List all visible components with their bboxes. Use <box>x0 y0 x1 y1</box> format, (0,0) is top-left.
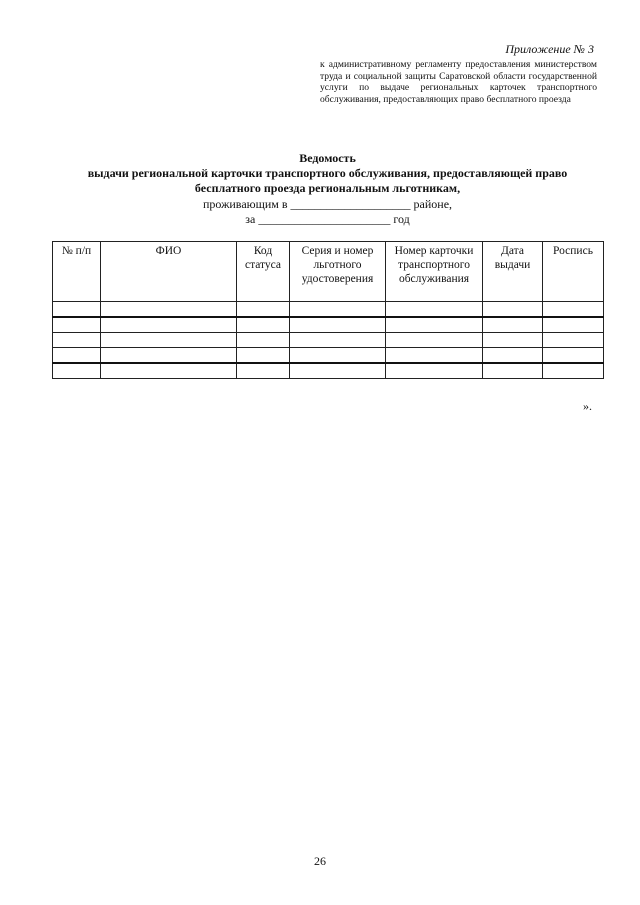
table-cell <box>53 302 101 318</box>
column-header-number: № п/п <box>53 242 101 302</box>
table-row <box>53 302 604 318</box>
table-cell <box>483 348 543 364</box>
table-cell <box>483 317 543 333</box>
table-cell <box>101 363 237 379</box>
table-cell <box>386 333 483 348</box>
table-cell <box>386 363 483 379</box>
table-cell <box>53 333 101 348</box>
table-cell <box>290 348 386 364</box>
table-cell <box>386 348 483 364</box>
column-header-card-number: Номер карточки транспортного обслуживания <box>386 242 483 302</box>
year-line: за ______________________ год <box>245 212 410 226</box>
table-cell <box>386 317 483 333</box>
table-cell <box>53 348 101 364</box>
table-row <box>53 317 604 333</box>
table-header-row <box>53 242 604 302</box>
document-subtitle-line-1: выдачи региональной карточки транспортного обслуживания, предоставляющей право <box>87 166 568 180</box>
column-header-issue-date: Дата выдачи <box>483 242 543 302</box>
table-cell <box>237 317 290 333</box>
table-cell <box>101 317 237 333</box>
table-row <box>53 363 604 379</box>
table-row <box>53 333 604 348</box>
table-cell <box>483 333 543 348</box>
table-cell <box>543 317 604 333</box>
table-row <box>53 348 604 364</box>
table-cell <box>543 333 604 348</box>
register-table <box>52 241 604 379</box>
table-cell <box>483 302 543 318</box>
table-cell <box>237 333 290 348</box>
page-number: 26 <box>314 854 326 868</box>
table-cell <box>290 302 386 318</box>
table-cell <box>543 302 604 318</box>
table-cell <box>53 363 101 379</box>
table-cell <box>101 302 237 318</box>
table-cell <box>290 363 386 379</box>
table-cell <box>53 317 101 333</box>
table-cell <box>237 348 290 364</box>
column-header-certificate: Серия и номер льготного удостоверения <box>290 242 386 302</box>
table-cell <box>543 348 604 364</box>
column-header-signature: Роспись <box>543 242 604 302</box>
district-line: проживающим в ____________________ районе, <box>202 197 453 211</box>
table-cell <box>483 363 543 379</box>
table-cell <box>290 317 386 333</box>
appendix-title: Приложение № 3 <box>505 42 594 56</box>
closing-quote-mark: ». <box>583 399 592 413</box>
table-cell <box>101 348 237 364</box>
table-cell <box>237 302 290 318</box>
table-cell <box>237 363 290 379</box>
table-cell <box>101 333 237 348</box>
table-cell <box>543 363 604 379</box>
appendix-text: к административному регламенту предоставления министерством труда и социальной защиты Саратовской области государственной услуги по выдаче региональных карточек транспортного обслуживания, предоставляющих право бесплатного проезда <box>320 59 597 105</box>
table-cell <box>386 302 483 318</box>
document-title: Ведомость <box>299 151 356 165</box>
column-header-name: ФИО <box>101 242 237 302</box>
table-cell <box>290 333 386 348</box>
document-subtitle-line-2: бесплатного проезда региональным льготникам, <box>194 181 461 195</box>
column-header-status-code: Код статуса <box>237 242 290 302</box>
